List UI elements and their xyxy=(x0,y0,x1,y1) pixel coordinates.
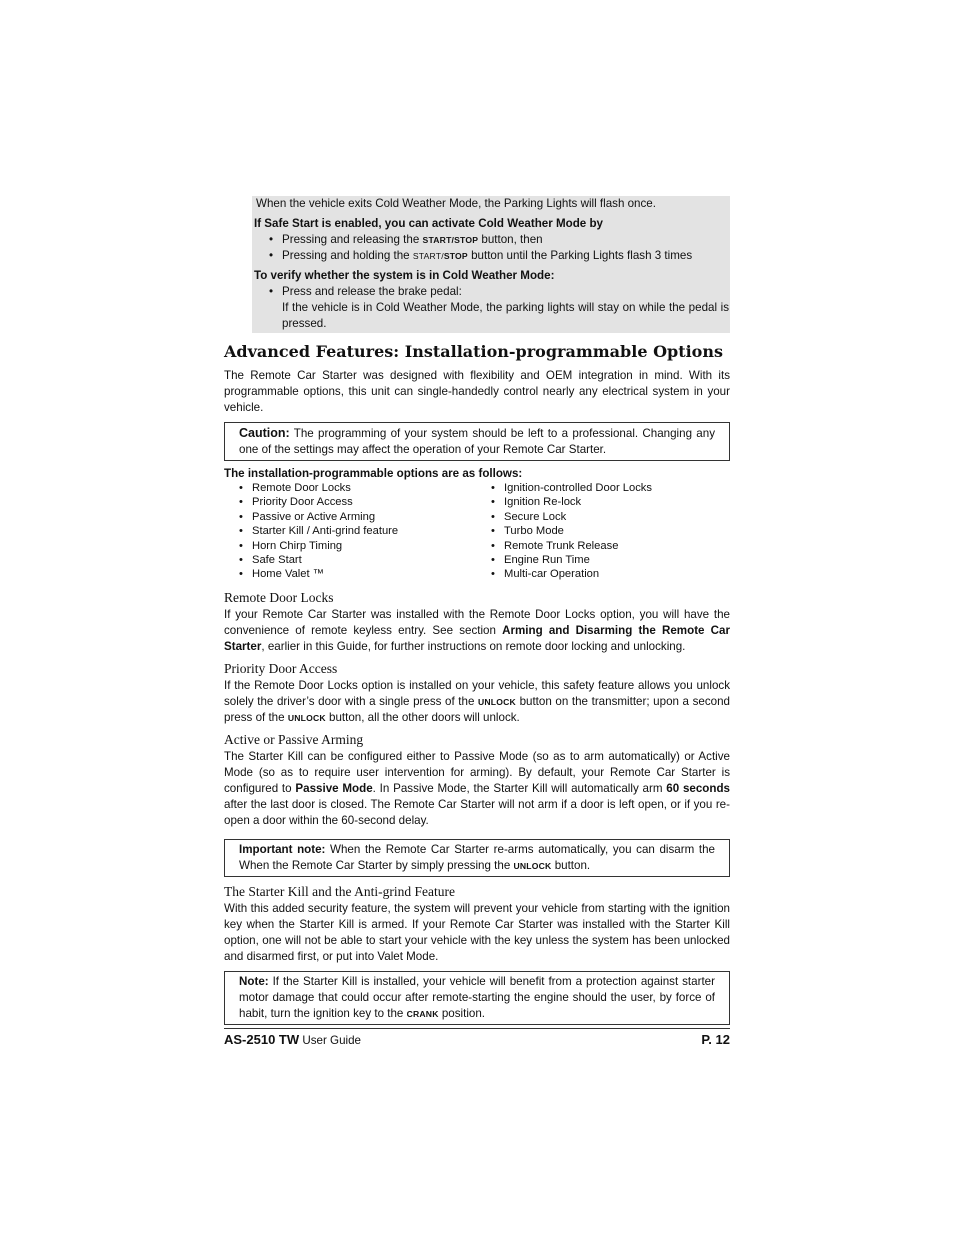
option-item: • Ignition-controlled Door Locks xyxy=(490,481,728,495)
option-item: • Home Valet ™ xyxy=(238,567,476,581)
caution-box: Caution: The programming of your system should be left to a professional. Changing any one of the settings may affect the operation of your Remote Car Starter. xyxy=(224,422,730,461)
options-list-left xyxy=(224,481,476,582)
option-item: • Turbo Mode xyxy=(490,524,728,538)
option-item: • Priority Door Access xyxy=(238,495,476,509)
verify-heading: To verify whether the system is in Cold Weather Mode: xyxy=(254,269,555,282)
option-item: • Ignition Re-lock xyxy=(490,495,728,509)
verify-list xyxy=(254,284,729,332)
option-item: • Safe Start xyxy=(238,553,476,567)
arming-text: The Starter Kill can be configured either to Passive Mode (so as to arm automatically) or Active Mode (so as to require user intervention for arming). By default, your Remote Car Starter is configured to Passive Mode. In Passive Mode, the Starter Kill will automatically arm 60 seconds after the last door is closed. The Remote Car Starter will not arm if a door is left open, or if you re-open a door within the 60-second delay. xyxy=(224,749,730,827)
starter-kill-heading: The Starter Kill and the Anti-grind Feature xyxy=(224,883,455,899)
safe-start-list xyxy=(254,232,729,264)
page-footer xyxy=(224,1028,730,1049)
verify-detail: If the vehicle is in Cold Weather Mode, the parking lights will stay on while the pedal is pressed. xyxy=(282,301,729,330)
advanced-intro: The Remote Car Starter was designed with flexibility and OEM integration in mind. With its programmable options, this unit can single-handedly control nearly any electrical system in your vehicle. xyxy=(224,369,730,414)
option-item: • Secure Lock xyxy=(490,510,728,524)
page-number: P. 12 xyxy=(701,1031,730,1047)
priority-door-text: If the Remote Door Locks option is installed on your vehicle, this safety feature allows you unlock solely the driver’s door with a single press of the UNLOCK button on the transmitter; upon a second press of the UNLOCK button, all the other doors will unlock. xyxy=(224,678,730,724)
section-title: Advanced Features: Installation-programmable Options xyxy=(224,342,723,361)
list-item: • Pressing and releasing the START/STOP button, then xyxy=(268,232,729,248)
cold-weather-panel xyxy=(252,196,730,333)
arming-heading: Active or Passive Arming xyxy=(224,731,364,747)
manual-page xyxy=(224,196,730,1049)
starter-kill-text: With this added security feature, the system will prevent your vehicle from starting with the ignition key when the Starter Kill is armed. If your Remote Car Starter was installed with the Starter Kill option, one will not be able to start your vehicle with the key unless the system has been unlocked and disarmed first, or put into Valet Mode. xyxy=(224,901,730,963)
list-item: • Press and release the brake pedal: If the vehicle is in Cold Weather Mode, the parking lights will stay on while the pedal is pressed. xyxy=(268,284,729,332)
options-columns xyxy=(224,481,730,582)
remote-door-locks-heading: Remote Door Locks xyxy=(224,589,334,605)
caution-label: Caution: xyxy=(239,426,290,440)
option-item: • Passive or Active Arming xyxy=(238,510,476,524)
footer-model: AS-2510 TW User Guide xyxy=(224,1031,361,1047)
list-item: • Pressing and holding the START/STOP button until the Parking Lights flash 3 times xyxy=(268,248,729,264)
exit-note: When the vehicle exits Cold Weather Mode, the Parking Lights will flash once. xyxy=(256,197,656,210)
option-item: • Remote Trunk Release xyxy=(490,539,728,553)
options-list-right xyxy=(476,481,728,582)
note-box: Note: If the Starter Kill is installed, your vehicle will benefit from a protection against starter motor damage that could occur after remote-starting the engine should the user, by force of habit, turn the ignition key to the CRANK position. xyxy=(224,971,730,1025)
remote-door-locks-text: If your Remote Car Starter was installed with the Remote Door Locks option, you will have the convenience of remote keyless entry. See section Arming and Disarming the Remote Car Starter, earlier in this Guide, for further instructions on remote door locking and unlocking. xyxy=(224,607,730,653)
safe-start-heading: If Safe Start is enabled, you can activate Cold Weather Mode by xyxy=(254,217,603,230)
option-item: • Multi-car Operation xyxy=(490,567,728,581)
important-note-box: Important note: When the Remote Car Starter re-arms automatically, you can disarm the When the Remote Car Starter by simply pressing the UNLOCK button. xyxy=(224,839,730,877)
option-item: • Starter Kill / Anti-grind feature xyxy=(238,524,476,538)
options-heading: The installation-programmable options are as follows: xyxy=(224,467,523,480)
priority-door-heading: Priority Door Access xyxy=(224,660,338,676)
option-item: • Engine Run Time xyxy=(490,553,728,567)
start-stop-key: START/STOP xyxy=(422,235,479,245)
option-item: • Remote Door Locks xyxy=(238,481,476,495)
option-item: • Horn Chirp Timing xyxy=(238,539,476,553)
